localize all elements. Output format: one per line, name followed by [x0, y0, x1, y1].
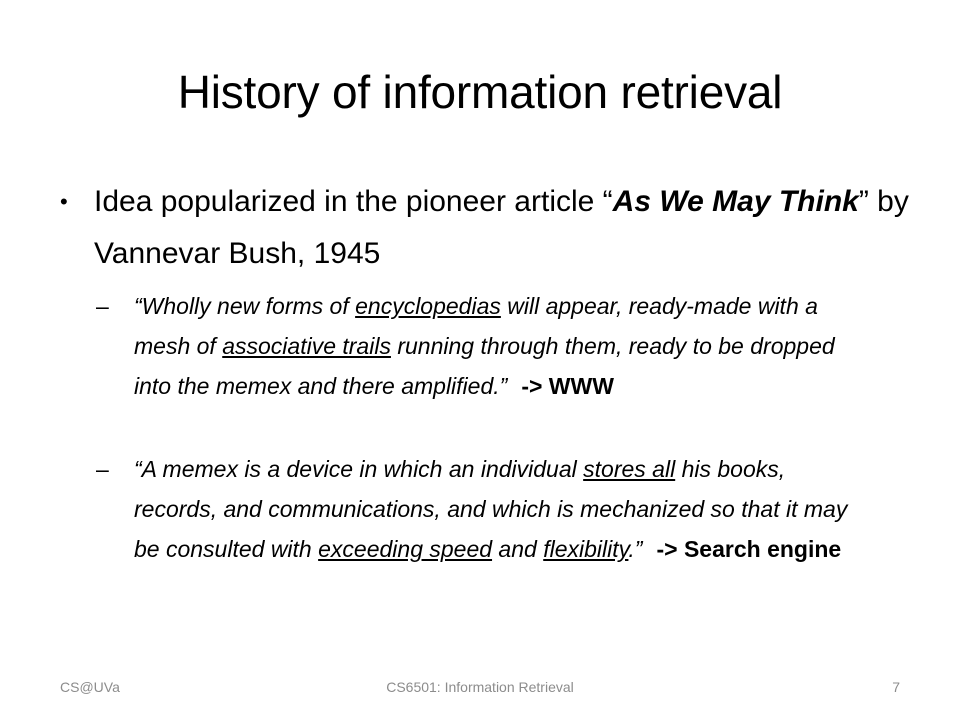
quote-text-part: “A memex is a device in which an individual — [134, 456, 584, 482]
underlined-term: stores all — [583, 456, 676, 482]
underlined-term: encyclopedias — [355, 293, 501, 319]
underlined-term: exceeding speed — [318, 536, 493, 562]
footer-left: CS@UVa — [60, 679, 120, 695]
quote-2-text — [134, 449, 866, 569]
quote-text-part: “Wholly new forms of — [134, 293, 356, 319]
quote-bullet-1 — [96, 286, 866, 406]
quote-text-part: and — [492, 536, 544, 562]
bullet-text-part: Idea popularized in the pioneer article “ — [94, 185, 613, 218]
quote-bullet-2 — [96, 449, 866, 569]
page-number: 7 — [892, 679, 900, 695]
dash-icon: – — [96, 293, 109, 319]
quote-text-part: running through them, ready to be dropped into the memex and there amplified.” — [134, 333, 835, 399]
underlined-term: associative trails — [222, 333, 391, 359]
main-bullet — [60, 176, 910, 280]
quote-text-part: will appear, ready-made with a mesh of — [134, 293, 818, 359]
bullet-text-part: ” by Vannevar Bush, 1945 — [94, 185, 909, 270]
quote-text-part: .” — [628, 536, 643, 562]
footer-course: CS6501: Information Retrieval — [386, 679, 574, 695]
article-title: As We May Think — [612, 185, 859, 218]
arrow-annotation: -> Search engine — [656, 536, 842, 562]
quote-1-text — [134, 286, 866, 406]
bullet-dot-icon: • — [60, 189, 68, 214]
dash-icon: – — [96, 456, 109, 482]
underlined-term: flexibility — [543, 536, 629, 562]
arrow-annotation: -> WWW — [521, 373, 614, 399]
quote-text-part: his books, records, and communications, and which is mechanized so that it may be consulted with — [134, 456, 848, 562]
main-bullet-text — [94, 176, 910, 280]
slide-title: History of information retrieval — [177, 66, 783, 118]
